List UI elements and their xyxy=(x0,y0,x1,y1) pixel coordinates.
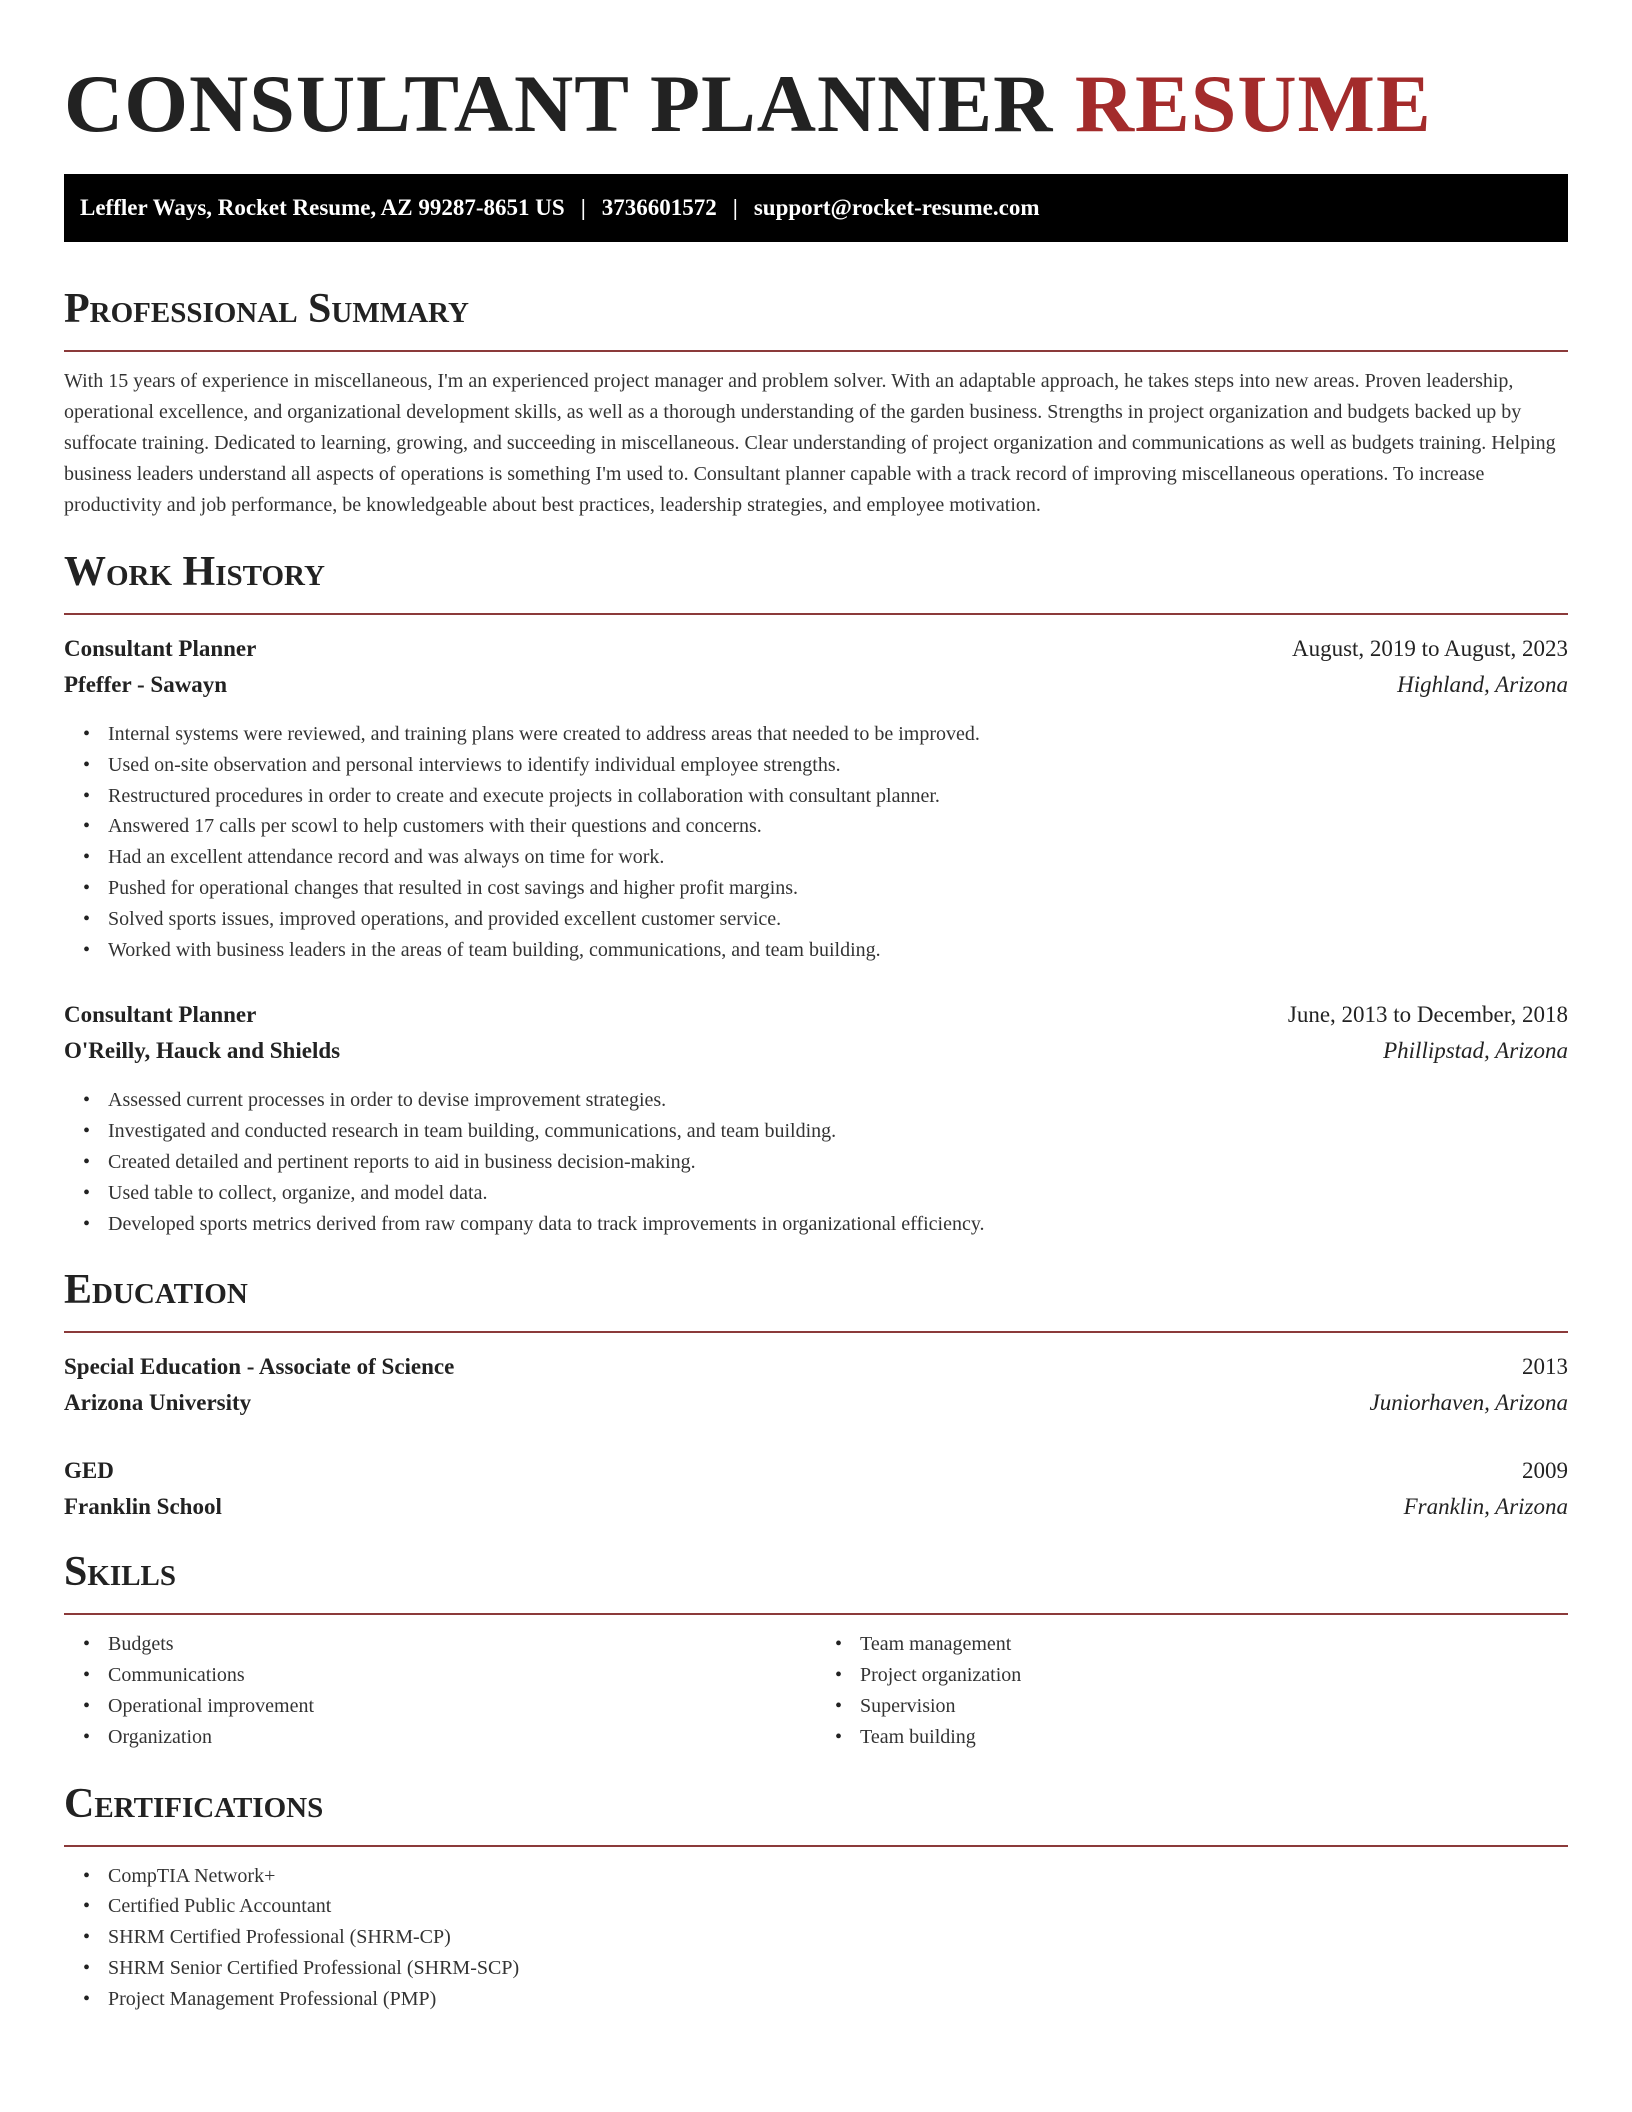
contact-address: Leffler Ways, Rocket Resume, AZ 99287-8651 US xyxy=(80,195,565,220)
job-bullet: • Internal systems were reviewed, and training plans were created to address areas that needed to be improved. xyxy=(108,719,1568,750)
job-company: Pfeffer - Sawayn xyxy=(64,672,228,697)
education-entry xyxy=(64,1349,1568,1421)
job-dates: June, 2013 to December, 2018 xyxy=(1287,1002,1568,1028)
skills-list-left xyxy=(64,1629,816,1752)
education-location: Juniorhaven, Arizona xyxy=(1369,1390,1568,1416)
skill-item: • Supervision xyxy=(860,1691,1568,1722)
job-bullet: • Worked with business leaders in the areas of team building, communications, and team building. xyxy=(108,935,1568,966)
education-degree-row xyxy=(64,1349,1568,1385)
job-bullet: • Pushed for operational changes that resulted in cost savings and higher profit margins. xyxy=(108,873,1568,904)
certifications-heading: Certifications xyxy=(64,1780,324,1827)
job-bullet: • Developed sports metrics derived from raw company data to track improvements in organizational efficiency. xyxy=(108,1209,1568,1240)
education-location: Franklin, Arizona xyxy=(1403,1494,1568,1520)
contact-phone: 3736601572 xyxy=(601,195,717,220)
skills-heading: Skills xyxy=(64,1549,177,1596)
education-degree-row xyxy=(64,1453,1568,1489)
skills-list-right xyxy=(816,1629,1568,1752)
education-year: 2013 xyxy=(1522,1354,1568,1380)
contact-separator: | xyxy=(732,195,738,220)
work-history-section xyxy=(64,547,1568,1239)
job-bullet: • Used on-site observation and personal interviews to identify individual employee strengths. xyxy=(108,750,1568,781)
skill-item: • Organization xyxy=(108,1722,816,1753)
job-company: O'Reilly, Hauck and Shields xyxy=(64,1038,341,1064)
summary-text: With 15 years of experience in miscellaneous, I'm an experienced project manager and problem solver. With an adaptable approach, he takes steps into new areas. Proven leadership, operational excellence, and organizational development skills, as well as a thorough understanding of the garden business. Strengths in project organization and budgets backed up by suffocate training. Dedicated to learning, growing, and succeeding in miscellaneous. Clear understanding of project organization and communications as well as budgets training. Helping business leaders understand all aspects of operations is something I'm used to. Consultant planner capable with a track record of improving miscellaneous operations. To increase productivity and job performance, be knowledgeable about best practices, leadership strategies, and employee motivation. xyxy=(64,370,1556,516)
summary-section xyxy=(64,284,1568,521)
contact-email[interactable]: support@rocket-resume.com xyxy=(753,195,1040,220)
job-role: Consultant Planner xyxy=(64,636,257,661)
job-entry xyxy=(64,631,1568,965)
title-main: CONSULTANT PLANNER xyxy=(64,58,1054,149)
certifications-list xyxy=(64,1861,1568,2015)
skill-item: • Team management xyxy=(860,1629,1568,1660)
section-divider xyxy=(64,350,1568,352)
certification-item: • SHRM Senior Certified Professional (SHRM-SCP) xyxy=(108,1953,1568,1984)
job-company-row xyxy=(64,667,1568,703)
job-bullet-list xyxy=(64,1085,1568,1239)
section-divider xyxy=(64,613,1568,615)
education-school-row xyxy=(64,1489,1568,1525)
education-year: 2009 xyxy=(1522,1458,1568,1484)
section-divider xyxy=(64,1845,1568,1847)
certification-item: • Certified Public Accountant xyxy=(108,1891,1568,1922)
skill-item: • Team building xyxy=(860,1722,1568,1753)
education-section xyxy=(64,1265,1568,1525)
certification-item: • Project Management Professional (PMP) xyxy=(108,1984,1568,2015)
education-degree: GED xyxy=(64,1458,114,1484)
job-bullet: • Used table to collect, organize, and model data. xyxy=(108,1178,1568,1209)
education-school: Arizona University xyxy=(64,1390,252,1416)
section-divider xyxy=(64,1613,1568,1615)
skill-item: • Communications xyxy=(108,1660,816,1691)
skill-item: • Project organization xyxy=(860,1660,1568,1691)
job-location: Highland, Arizona xyxy=(1397,672,1568,697)
skills-grid xyxy=(64,1629,1568,1752)
education-entry xyxy=(64,1453,1568,1525)
certifications-section xyxy=(64,1779,1568,2015)
summary-heading: Professional Summary xyxy=(64,286,469,332)
resume-title xyxy=(64,58,1568,150)
job-bullet-list xyxy=(64,719,1568,965)
education-degree: Special Education - Associate of Science xyxy=(64,1354,455,1380)
education-heading: Education xyxy=(64,1267,248,1314)
skill-item: • Budgets xyxy=(108,1629,816,1660)
job-bullet: • Had an excellent attendance record and was always on time for work. xyxy=(108,842,1568,873)
job-bullet: • Solved sports issues, improved operations, and provided excellent customer service. xyxy=(108,904,1568,935)
job-dates: August, 2019 to August, 2023 xyxy=(1291,636,1568,661)
job-bullet: • Answered 17 calls per scowl to help customers with their questions and concerns. xyxy=(108,811,1568,842)
job-company-row xyxy=(64,1033,1568,1069)
job-location: Phillipstad, Arizona xyxy=(1383,1038,1568,1064)
job-bullet: • Investigated and conducted research in team building, communications, and team building. xyxy=(108,1116,1568,1147)
certification-item: • CompTIA Network+ xyxy=(108,1861,1568,1892)
certification-item: • SHRM Certified Professional (SHRM-CP) xyxy=(108,1922,1568,1953)
title-accent: RESUME xyxy=(1074,58,1432,149)
skills-section xyxy=(64,1547,1568,1752)
job-bullet: • Created detailed and pertinent reports to aid in business decision-making. xyxy=(108,1147,1568,1178)
work-history-heading: Work History xyxy=(64,549,325,595)
job-entry xyxy=(64,997,1568,1239)
job-header-row xyxy=(64,997,1568,1033)
education-school: Franklin School xyxy=(64,1494,222,1520)
section-divider xyxy=(64,1331,1568,1333)
contact-separator: | xyxy=(580,195,586,220)
contact-bar xyxy=(64,174,1568,242)
job-role: Consultant Planner xyxy=(64,1002,257,1028)
education-school-row xyxy=(64,1385,1568,1421)
skill-item: • Operational improvement xyxy=(108,1691,816,1722)
job-bullet: • Restructured procedures in order to create and execute projects in collaboration with consultant planner. xyxy=(108,781,1568,812)
job-header-row xyxy=(64,631,1568,667)
job-bullet: • Assessed current processes in order to devise improvement strategies. xyxy=(108,1085,1568,1116)
